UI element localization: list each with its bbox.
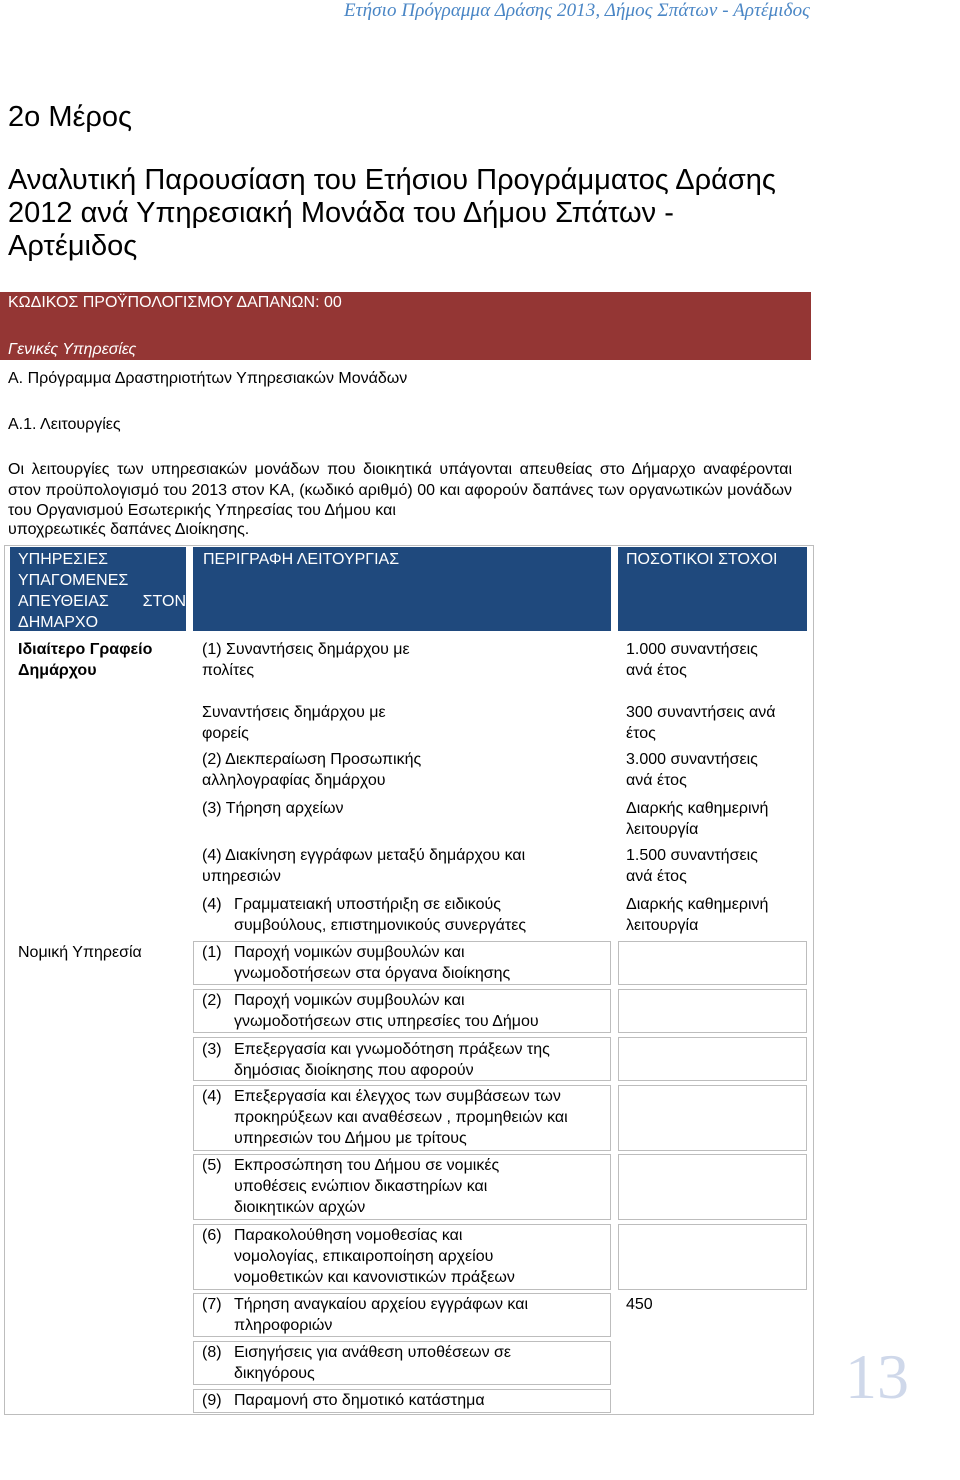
row-text: δημόσιας διοίκησης που αφορούν	[234, 1062, 474, 1079]
row-text: Επεξεργασία και γνωμοδότηση πράξεων της	[234, 1041, 550, 1058]
function-row	[202, 639, 612, 681]
goal-text: έτος	[626, 725, 656, 742]
row-number: (3)	[202, 1041, 222, 1058]
goal-cell	[626, 749, 806, 791]
goal-text: Διαρκής καθημερινή	[626, 896, 769, 913]
goal-text: 300 συναντήσεις ανά	[626, 704, 776, 721]
row-text: Παρακολούθηση νομοθεσίας και	[234, 1227, 463, 1244]
desc-box	[193, 1293, 611, 1337]
unit-label-line: Ιδιαίτερο Γραφείο	[18, 641, 153, 658]
row-text: Διακίνηση εγγράφων μεταξύ δημάρχου και	[225, 847, 526, 864]
unit-mayor-office	[18, 639, 152, 681]
goal-box-empty	[618, 941, 807, 985]
row-text: νομοθετικών και κανονιστικών πράξεων	[234, 1269, 515, 1286]
intro-paragraph: Οι λειτουργίες των υπηρεσιακών μονάδων που διοικητικά υπάγονται απευθείας στο Δήμαρχο αναφέρονται στον προϋπολογισμό του 2013 στον ΚΑ, (κωδικό αριθμό) 00 και αφορούν δαπάνες των οργανωτικών μονάδων του Οργανισμού Εσωτερικής Υπηρεσίας του Δήμου και	[8, 461, 792, 519]
row-number: (3)	[202, 800, 222, 817]
row-text: Εκπροσώπηση του Δήμου σε νομικές	[234, 1157, 500, 1174]
desc-box	[193, 1389, 611, 1413]
section-title: Α.1. Λειτουργίες	[8, 416, 121, 433]
row-text: Συναντήσεις δημάρχου με	[202, 704, 386, 721]
row-number: (1)	[202, 944, 222, 961]
function-row	[202, 894, 612, 936]
row-text: γνωμοδοτήσεων στις υπηρεσίες του Δήμου	[234, 1013, 539, 1030]
row-number: (5)	[202, 1157, 222, 1174]
row-number: (2)	[202, 751, 222, 768]
goal-box-empty	[618, 1037, 807, 1081]
row-text: διοικητικών αρχών	[234, 1199, 366, 1216]
desc-box	[193, 1154, 611, 1220]
running-header: Ετήσιο Πρόγραμμα Δράσης 2013, Δήμος Σπάτων - Αρτέμιδος	[343, 0, 810, 21]
header-description: ΠΕΡΙΓΡΑΦΗ ΛΕΙΤΟΥΡΓΙΑΣ	[193, 547, 611, 631]
row-text: υπηρεσιών του Δήμου με τρίτους	[234, 1130, 467, 1147]
goal-cell	[626, 798, 806, 840]
goal-text: ανά έτος	[626, 868, 687, 885]
header-services-word: ΣΤΟΝ	[142, 593, 186, 610]
intro-last-line: υποχρεωτικές δαπάνες Διοίκησης.	[8, 521, 250, 538]
row-text: Γραμματειακή υποστήριξη σε ειδικούς	[234, 896, 501, 913]
goal-cell	[626, 845, 806, 887]
row-text: πολίτες	[202, 662, 255, 679]
goal-text: λειτουργία	[626, 821, 699, 838]
desc-box	[193, 941, 611, 985]
row-text: αλληλογραφίας δημάρχου	[202, 772, 386, 789]
row-number: (2)	[202, 992, 222, 1009]
row-text: υπηρεσιών	[202, 868, 281, 885]
row-text: γνωμοδοτήσεων στα όργανα διοίκησης	[234, 965, 511, 982]
part-title: 2ο Μέρος	[8, 101, 133, 133]
row-text: νομολογίας, επικαιροποίηση αρχείου	[234, 1248, 494, 1265]
row-text: Συναντήσεις δημάρχου με	[226, 641, 410, 658]
row-text: Επεξεργασία και έλεγχος των συμβάσεων των	[234, 1088, 561, 1105]
header-services-line: ΥΠΑΓΟΜΕΝΕΣ	[18, 572, 129, 589]
function-row	[202, 749, 612, 791]
budget-code: ΚΩΔΙΚΟΣ ΠΡΟΫΠΟΛΟΓΙΣΜΟΥ ΔΑΠΑΝΩΝ: 00	[8, 294, 342, 311]
function-row	[202, 798, 612, 819]
row-text: υποθέσεις ενώπιον δικαστηρίων και	[234, 1178, 488, 1195]
row-text: πληροφοριών	[234, 1317, 333, 1334]
goal-text: 1.000 συναντήσεις	[626, 641, 758, 658]
row-text: Εισηγήσεις για ανάθεση υποθέσεων σε	[234, 1344, 512, 1361]
row-number: (6)	[202, 1227, 222, 1244]
function-row	[202, 702, 612, 744]
header-services-line: ΔΗΜΑΡΧΟ	[18, 614, 99, 631]
goal-text: λειτουργία	[626, 917, 699, 934]
header-goals: ΠΟΣΟΤΙΚΟΙ ΣΤΟΧΟΙ	[618, 547, 807, 631]
header-services-line	[18, 591, 186, 612]
desc-box	[193, 1085, 611, 1151]
page-number: 13	[845, 1341, 909, 1412]
row-text: Παραμονή στο δημοτικό κατάστημα	[234, 1392, 485, 1409]
goal-box-empty	[618, 1224, 807, 1290]
goal-cell: 450	[626, 1296, 653, 1313]
unit-label-line: Δημάρχου	[18, 662, 97, 679]
goal-text: 3.000 συναντήσεις	[626, 751, 758, 768]
row-number: (4)	[202, 1088, 222, 1105]
desc-box	[193, 1341, 611, 1385]
goal-box-empty	[618, 989, 807, 1033]
header-services-line: ΥΠΗΡΕΣΙΕΣ	[18, 551, 109, 568]
goal-cell	[626, 702, 806, 744]
header-services	[10, 547, 186, 631]
row-number: (1)	[202, 641, 222, 658]
program-title: Α. Πρόγραμμα Δραστηριοτήτων Υπηρεσιακών Μονάδων	[8, 370, 408, 387]
budget-band	[0, 292, 811, 360]
row-text: δικηγόρους	[234, 1365, 315, 1382]
function-row	[202, 845, 612, 887]
row-text: Παροχή νομικών συμβουλών και	[234, 944, 465, 961]
goal-cell	[626, 894, 806, 936]
row-text: φορείς	[202, 725, 249, 742]
row-number: (7)	[202, 1296, 222, 1313]
goal-cell	[626, 639, 806, 681]
row-number: (9)	[202, 1392, 222, 1409]
row-number: (4)	[202, 896, 222, 913]
unit-legal-service: Νομική Υπηρεσία	[18, 944, 142, 961]
main-title: Αναλυτική Παρουσίαση του Ετήσιου Προγράμματος Δράσης 2012 ανά Υπηρεσιακή Μονάδα του Δήμου Σπάτων - Αρτέμιδος	[8, 164, 776, 262]
row-number: (4)	[202, 847, 222, 864]
row-text: Παροχή νομικών συμβουλών και	[234, 992, 465, 1009]
budget-services: Γενικές Υπηρεσίες	[8, 341, 137, 358]
row-text: συμβούλους, επιστημονικούς συνεργάτες	[234, 917, 527, 934]
goal-box-empty	[618, 1154, 807, 1220]
desc-box	[193, 989, 611, 1033]
goal-box-empty	[618, 1085, 807, 1151]
goal-text: ανά έτος	[626, 662, 687, 679]
header-services-word: ΑΠΕΥΘΕΙΑΣ	[18, 593, 109, 610]
row-text: προκηρύξεων και αναθέσεων , προμηθειών και	[234, 1109, 568, 1126]
row-text: Διεκπεραίωση Προσωπικής	[225, 751, 422, 768]
desc-box	[193, 1037, 611, 1081]
goal-text: ανά έτος	[626, 772, 687, 789]
row-text: Τήρηση αρχείων	[225, 800, 344, 817]
goal-text: Διαρκής καθημερινή	[626, 800, 769, 817]
desc-box	[193, 1224, 611, 1290]
row-number: (8)	[202, 1344, 222, 1361]
row-text: Τήρηση αναγκαίου αρχείου εγγράφων και	[234, 1296, 529, 1313]
goal-text: 1.500 συναντήσεις	[626, 847, 758, 864]
